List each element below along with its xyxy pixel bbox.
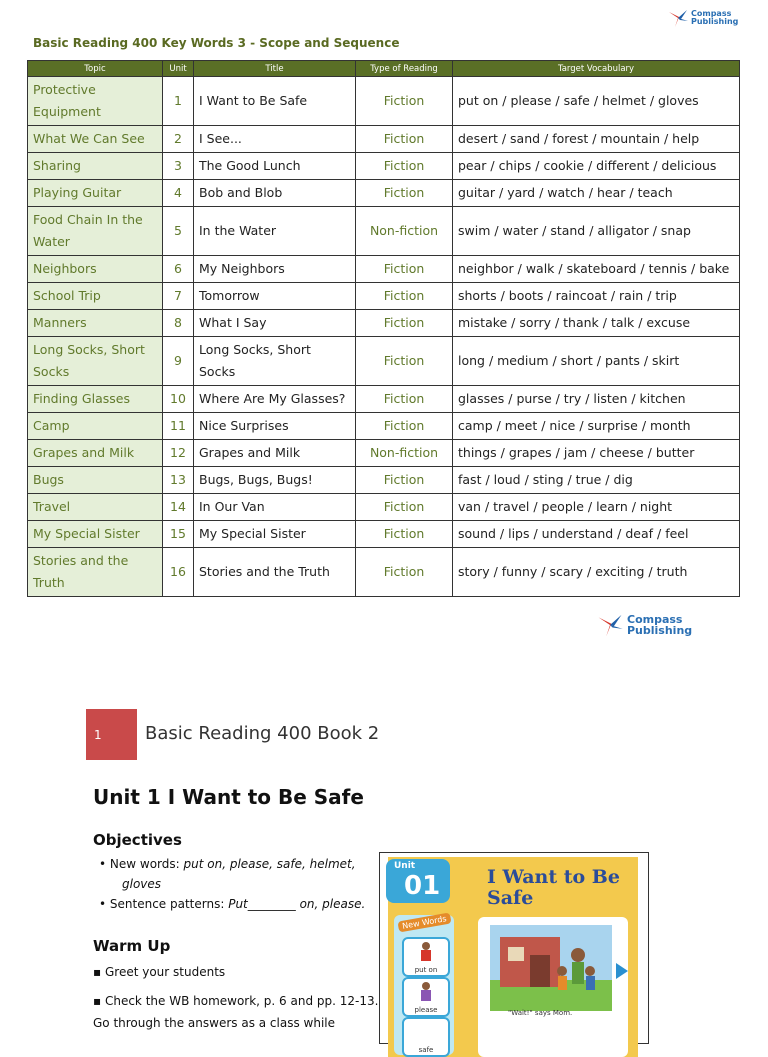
new-word-card [402,937,450,977]
cell-vocabulary: neighbor / walk / skateboard / tennis / bake [453,256,740,283]
cell-title: My Neighbors [194,256,356,283]
new-word-card [402,977,450,1017]
cell-vocabulary: fast / loud / sting / true / dig [453,467,740,494]
cell-type: Fiction [356,337,453,386]
cell-title: What I Say [194,310,356,337]
cell-title: Bob and Blob [194,180,356,207]
cell-vocabulary: swim / water / stand / alligator / snap [453,207,740,256]
compass-logo [667,8,738,28]
warmup-item-text: Greet your students [104,965,226,979]
compass-star-icon [596,612,624,638]
cell-type: Non-fiction [356,207,453,256]
cell-unit: 12 [163,440,194,467]
scope-sequence-table [27,60,740,597]
objective-sentence-pattern [99,897,365,911]
table-row [28,180,740,207]
house-family-illustration [490,925,612,1011]
logo-line-2: Publishing [691,17,739,26]
cell-topic: Manners [28,310,163,337]
cell-topic: Protective Equipment [28,77,163,126]
thumbnail-title-line-1: I Want to Be [487,866,620,888]
new-words-list-cont: gloves [122,877,162,891]
table-row [28,207,740,256]
column-header-vocabulary: Target Vocabulary [453,61,740,77]
cell-unit: 15 [163,521,194,548]
cell-topic: What We Can See [28,126,163,153]
new-words-continuation [122,877,161,891]
bullet-icon: ▪ [93,994,102,1008]
column-header-topic: Topic [28,61,163,77]
cell-topic: Finding Glasses [28,386,163,413]
new-word-label: put on [414,966,438,974]
chapter-number-box [86,709,137,760]
cell-title: Grapes and Milk [194,440,356,467]
cell-type: Non-fiction [356,440,453,467]
cell-type: Fiction [356,494,453,521]
cell-type: Fiction [356,256,453,283]
cell-vocabulary: mistake / sorry / thank / talk / excuse [453,310,740,337]
table-row [28,521,740,548]
cell-title: Stories and the Truth [194,548,356,597]
cell-unit: 5 [163,207,194,256]
cell-unit: 4 [163,180,194,207]
logo-line-2: Publishing [627,624,693,637]
column-header-title: Title [194,61,356,77]
table-row [28,153,740,180]
table-row [28,126,740,153]
cell-type: Fiction [356,521,453,548]
cell-type: Fiction [356,77,453,126]
cell-vocabulary: glasses / purse / try / listen / kitchen [453,386,740,413]
cell-title: Bugs, Bugs, Bugs! [194,467,356,494]
chapter-number: 1 [94,728,102,742]
cell-title: The Good Lunch [194,153,356,180]
cell-topic: Bugs [28,467,163,494]
column-header-type: Type of Reading [356,61,453,77]
thumbnail-title-line-2: Safe [487,886,534,909]
cell-type: Fiction [356,548,453,597]
objectives-heading: Objectives [93,831,182,849]
cell-topic: Stories and the Truth [28,548,163,597]
cell-unit: 10 [163,386,194,413]
document-title: Basic Reading 400 Key Words 3 - Scope and Sequence [33,36,400,50]
cell-vocabulary: pear / chips / cookie / different / delicious [453,153,740,180]
logo-line-1: Compass [691,9,732,18]
cell-unit: 14 [163,494,194,521]
cell-title: Long Socks, Short Socks [194,337,356,386]
compass-logo [596,612,692,638]
sentence-value: Put________ on, please. [228,897,366,911]
cell-topic: Sharing [28,153,163,180]
table-row [28,413,740,440]
cell-unit: 9 [163,337,194,386]
table-row [28,310,740,337]
warmup-cutoff-text: Go through the answers as a class while [93,1016,335,1030]
cell-vocabulary: long / medium / short / pants / skirt [453,337,740,386]
cell-vocabulary: put on / please / safe / helmet / gloves [453,77,740,126]
cell-topic: Long Socks, Short Socks [28,337,163,386]
child-icon [416,941,436,963]
new-word-card [402,1017,450,1057]
cell-unit: 16 [163,548,194,597]
child-icon [416,981,436,1003]
table-header-row [28,61,740,77]
cell-title: In the Water [194,207,356,256]
table-row [28,283,740,310]
unit-badge-number: 01 [404,871,441,901]
cell-topic: Travel [28,494,163,521]
table-row [28,440,740,467]
cell-unit: 13 [163,467,194,494]
cell-topic: Neighbors [28,256,163,283]
cell-title: I See... [194,126,356,153]
table-row [28,337,740,386]
cell-type: Fiction [356,467,453,494]
textbook-page-thumbnail [379,852,649,1054]
cell-topic: Food Chain In the Water [28,207,163,256]
cell-unit: 11 [163,413,194,440]
cell-vocabulary: desert / sand / forest / mountain / help [453,126,740,153]
cell-topic: Grapes and Milk [28,440,163,467]
cell-title: Where Are My Glasses? [194,386,356,413]
warmup-item [93,994,378,1008]
cell-unit: 3 [163,153,194,180]
cell-type: Fiction [356,153,453,180]
cell-unit: 6 [163,256,194,283]
logo-line-1: Compass [627,613,683,626]
cell-vocabulary: things / grapes / jam / cheese / butter [453,440,740,467]
cell-vocabulary: van / travel / people / learn / night [453,494,740,521]
warmup-heading: Warm Up [93,937,171,955]
cell-title: In Our Van [194,494,356,521]
new-words-list: put on, please, safe, helmet, [183,857,356,871]
cell-vocabulary: shorts / boots / raincoat / rain / trip [453,283,740,310]
bullet-icon: ▪ [93,965,102,979]
warmup-item [93,965,225,979]
cell-title: Tomorrow [194,283,356,310]
table-row [28,256,740,283]
table-row [28,77,740,126]
column-header-unit: Unit [163,61,194,77]
unit-badge-label: Unit [394,861,416,871]
new-words-panel-label: New Words [397,913,451,933]
new-words-label: New words: [109,857,180,871]
sentence-label: Sentence patterns: [109,897,225,911]
cell-type: Fiction [356,283,453,310]
new-word-label: safe [418,1046,434,1054]
cell-type: Fiction [356,310,453,337]
unit-badge [386,859,450,903]
cell-type: Fiction [356,126,453,153]
cell-topic: My Special Sister [28,521,163,548]
cell-title: My Special Sister [194,521,356,548]
cell-vocabulary: guitar / yard / watch / hear / teach [453,180,740,207]
cell-type: Fiction [356,386,453,413]
warmup-item-text: Check the WB homework, p. 6 and pp. 12-13. [104,994,379,1008]
cell-title: Nice Surprises [194,413,356,440]
bullet-icon: • [99,857,107,871]
thumbnail-title [487,867,620,909]
cell-type: Fiction [356,413,453,440]
cell-unit: 1 [163,77,194,126]
cell-vocabulary: story / funny / scary / exciting / truth [453,548,740,597]
cell-topic: Camp [28,413,163,440]
table-row [28,386,740,413]
book-title: Basic Reading 400 Book 2 [145,723,380,744]
cell-topic: Playing Guitar [28,180,163,207]
objective-new-words [99,857,356,871]
table-row [28,494,740,521]
cell-vocabulary: sound / lips / understand / deaf / feel [453,521,740,548]
cell-unit: 2 [163,126,194,153]
next-arrow-icon [616,963,628,979]
table-row [28,548,740,597]
unit-title: Unit 1 I Want to Be Safe [93,785,364,809]
cell-unit: 7 [163,283,194,310]
new-word-label: please [414,1006,438,1014]
illustration-image [490,925,612,1011]
compass-star-icon [667,8,689,28]
table-row [28,467,740,494]
cell-title: I Want to Be Safe [194,77,356,126]
bullet-icon: • [99,897,107,911]
cell-vocabulary: camp / meet / nice / surprise / month [453,413,740,440]
cell-unit: 8 [163,310,194,337]
cell-topic: School Trip [28,283,163,310]
thumbnail-quote: "Wait!" says Mom. [508,1009,573,1017]
cell-type: Fiction [356,180,453,207]
